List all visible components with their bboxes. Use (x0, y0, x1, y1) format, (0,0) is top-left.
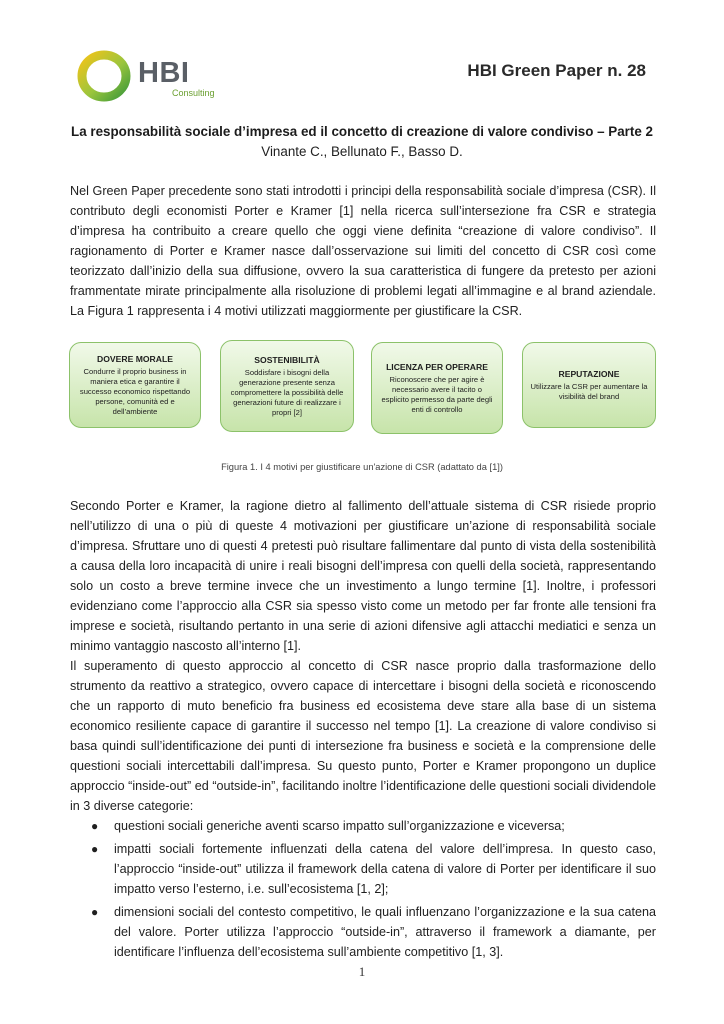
figure-caption: Figura 1. I 4 motivi per giustificare un'azione di CSR (adattato da [1]) (221, 462, 503, 472)
figure-box-text: Utilizzare la CSR per aumentare la visibilità del brand (530, 381, 648, 401)
paragraph-superamento: Il superamento di questo approccio al concetto di CSR nasce proprio dalla trasformazione dello strumento da reattivo a strategico, ovvero capace di intercettare i bisogni della società e riconoscendo che un rapporto di muto beneficio fra business ed ecosistema deve stare alla base di un sistema economico resiliente capace di garantire il successo nel tempo [1]. La creazione di valore condiviso si basa quindi sull’identificazione dei punti di intersezione fra business e società e la comprensione delle questioni sociali intercettabili dall’impresa. Su questo punto, Porter e Kramer propongono un duplice approccio “inside-out” ed “outside-in”, facilitando inoltre l’identificazione delle questioni sociali dividendole in 3 diverse categorie: (70, 659, 656, 813)
bullet-icon: ● (91, 842, 99, 856)
figure-box-sostenibilita (220, 340, 354, 432)
list-item-text: impatti sociali fortemente influenzati della catena del valore dell’impresa. In questo caso, l’approccio “inside-out” utilizza il framework della catena di valore di Porter per identificare il suo impatto verso l’esterno, i.e. sull’ecosistema [1, 2]; (114, 842, 656, 896)
list-item-text: questioni sociali generiche aventi scarso impatto sull’organizzazione e viceversa; (114, 819, 565, 833)
paragraph-porter-kramer: Secondo Porter e Kramer, la ragione dietro al fallimento dell’attuale sistema di CSR risiede proprio nell’utilizzo di una o più di queste 4 motivazioni per giustificare un’azione di responsabilità sociale d’impresa. Sfruttare uno di questi 4 pretesti può risultare fallimentare dal punto di vista della sostenibilità a causa della loro incapacità di unire i reali bisogni dell’impresa con quelli della società, rappresentando solo un costo a breve termine invece che un investimento a lungo termine [1]. Inoltre, i professori evidenziano come l’approccio alla CSR sia spesso visto come un metodo per far fronte alle tensioni fra imprese e società, risultando pertanto in una serie di azioni difensive agli attacchi mediatici e senza un minimo vantaggio nascosto all’interno [1]. (70, 499, 656, 653)
figure-box-title: LICENZA PER OPERARE (386, 361, 488, 372)
figure-box-text: Condurre il proprio business in maniera etica e garantire il successo economico rispettando persone, comunità ed e dell’ambiente (79, 366, 191, 416)
figure-box-text: Riconoscere che per agire è necessario avere il tacito o esplicito permesso da parte degli enti di controllo (381, 374, 493, 414)
figure-box-title: REPUTAZIONE (558, 368, 620, 379)
logo-ring-icon (76, 50, 132, 102)
figure-1 (68, 340, 656, 472)
document-title: La responsabilità sociale d’impresa ed il concetto di creazione di valore condiviso – Parte 2 (71, 124, 653, 139)
figure-box-licenza-per-operare (371, 342, 503, 434)
figure-box-title: DOVERE MORALE (97, 353, 173, 364)
logo-wordmark: HBI (138, 57, 190, 89)
document-authors: Vinante C., Bellunato F., Basso D. (261, 144, 463, 159)
list-item (70, 839, 656, 899)
list-item (70, 816, 656, 836)
logo-subtext: Consulting (172, 88, 215, 98)
figure-box-dovere-morale (69, 342, 201, 428)
list-item-text: dimensioni sociali del contesto competitivo, le quali influenzano l’organizzazione e la sua catena del valore. Porter utilizza l’approccio “outside-in”, attraverso il framework a diamante, per identificare l’influenza dell’ecosistema sull’ambiente competitivo [1, 3]. (114, 905, 656, 959)
bullet-icon: ● (91, 905, 99, 919)
series-label: HBI Green Paper n. 28 (467, 61, 646, 80)
list-item (70, 902, 656, 962)
figure-box-reputazione (522, 342, 656, 428)
figure-box-title: SOSTENIBILITÀ (254, 354, 320, 365)
figure-box-text: Soddisfare i bisogni della generazione presente senza compromettere la possibilità delle generazioni future di realizzare i propri [2] (230, 367, 344, 417)
paragraph-intro: Nel Green Paper precedente sono stati introdotti i principi della responsabilità sociale d’impresa (CSR). Il contributo degli economisti Porter e Kramer [1] nella ricerca sull’intersezione fra CSR e strategia d’impresa ha contribuito a creare quello che oggi viene definita “creazione di valore condiviso”. Il ragionamento di Porter e Kramer nasce dall’osservazione sui limiti del concetto di CSR così come teorizzato dall’inizio della sua diffusione, ovvero la sua caratteristica di fungere da pretesto per azioni frammentate mirate principalmente alla risoluzione di problemi legati all’immagine e al brand aziendale. La Figura 1 rappresenta i 4 motivi utilizzati maggiormente per giustificare la CSR. (70, 184, 656, 318)
hbi-logo (76, 50, 215, 102)
page-number: 1 (358, 964, 366, 979)
bullet-icon: ● (91, 819, 99, 833)
bullet-list (70, 816, 656, 965)
